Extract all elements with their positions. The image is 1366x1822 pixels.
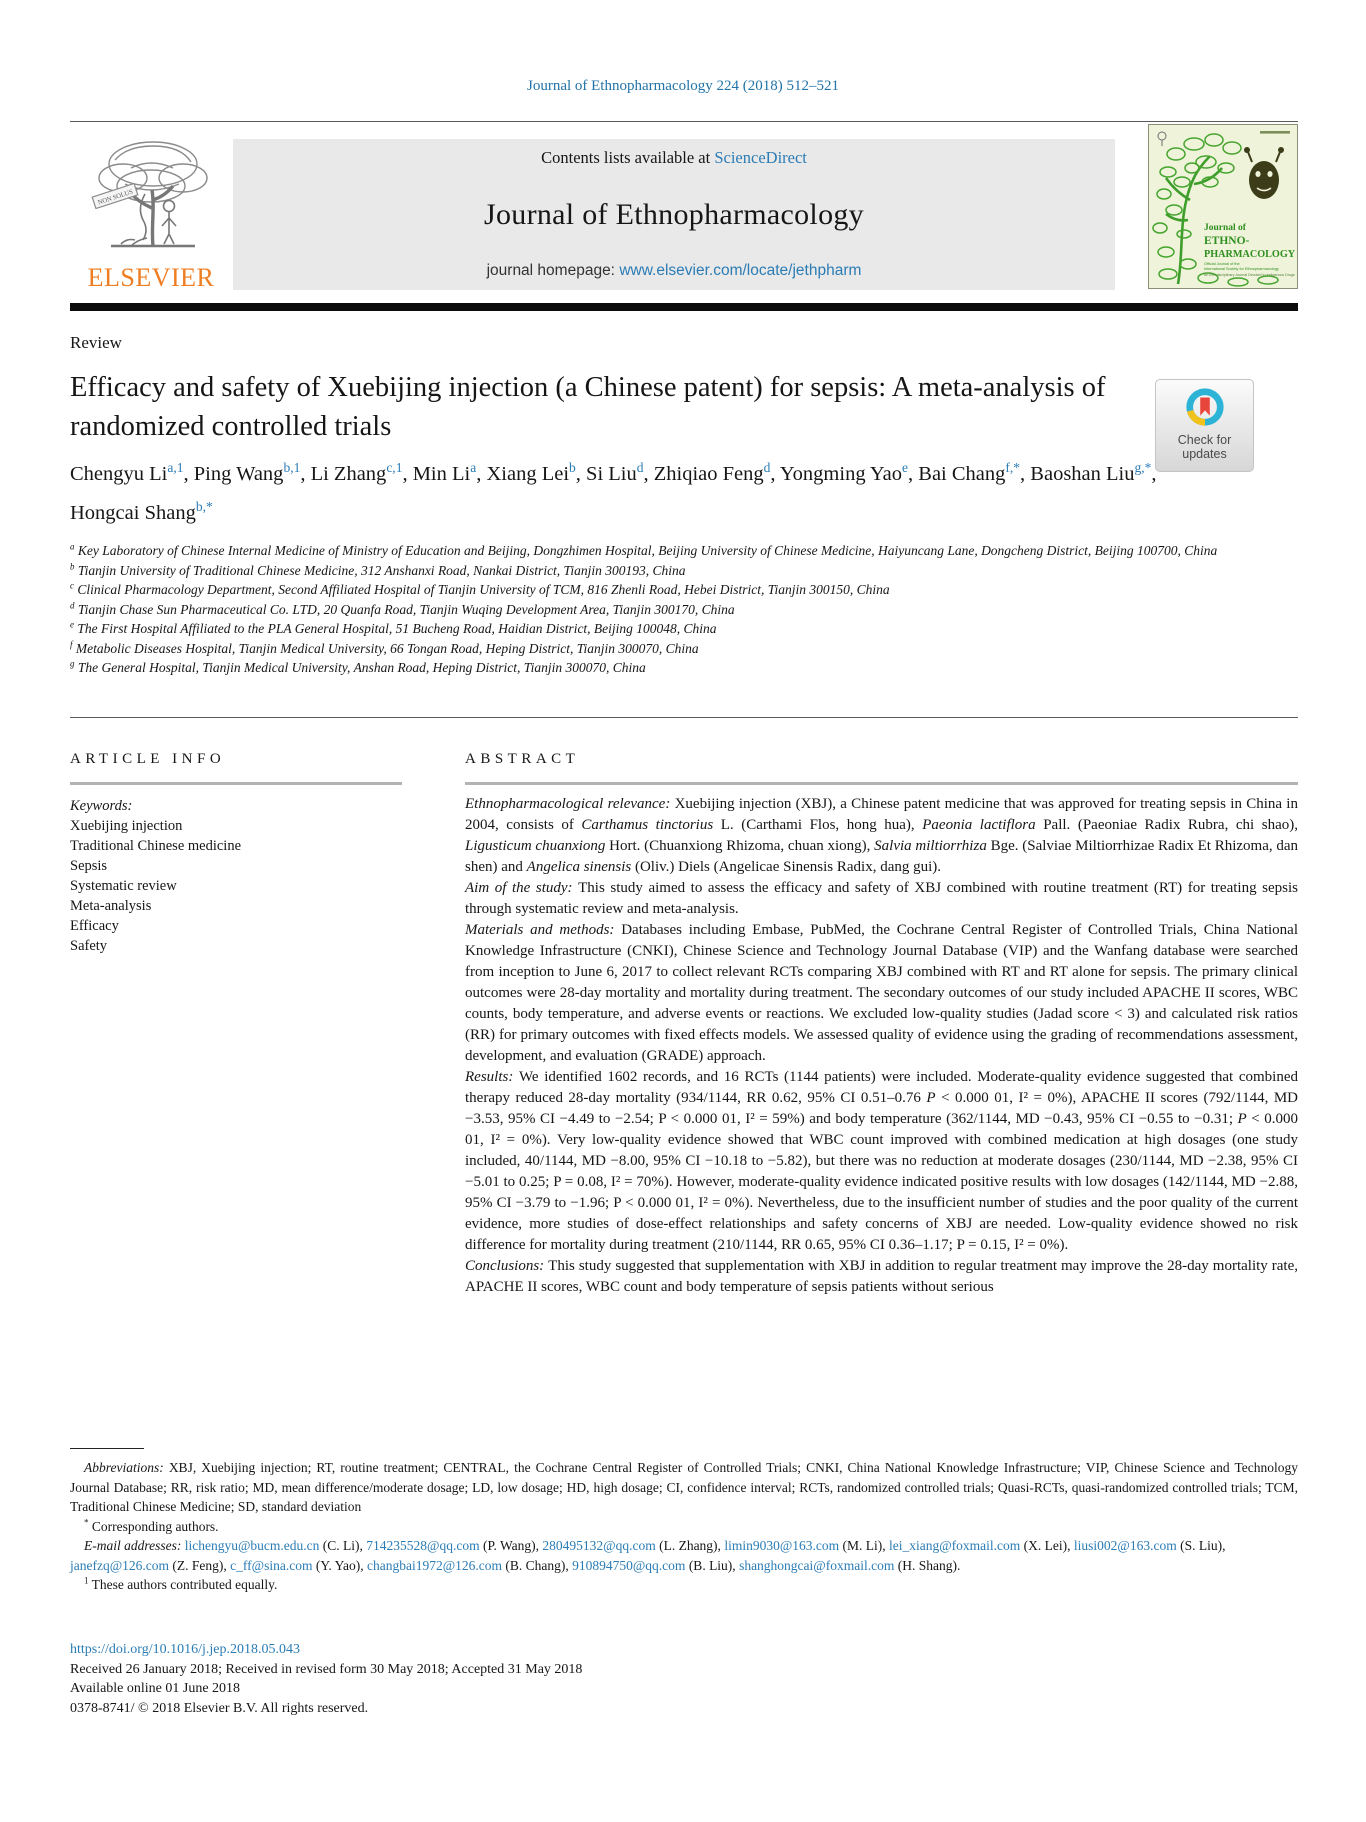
- article-footer: [70, 1640, 1298, 1718]
- abstract-column: [465, 751, 1298, 1298]
- author-name: Yongming Yao: [779, 463, 903, 485]
- elsevier-tree-icon: [75, 134, 227, 256]
- author-name: Min Li: [412, 463, 471, 485]
- author-name: Xiang Lei: [486, 463, 570, 485]
- email-link[interactable]: liusi002@163.com: [1073, 1538, 1177, 1553]
- keyword-item: Safety: [70, 938, 108, 954]
- journal-title: Journal of Ethnopharmacology: [484, 198, 864, 231]
- corresponding-authors-note: * Corresponding authors.: [84, 1517, 219, 1534]
- cover-journal-of: Journal of: [1204, 223, 1246, 233]
- cover-subtitle1: Official Journal of the: [1204, 262, 1240, 266]
- footnotes-block: [70, 1448, 1298, 1595]
- non-solus-banner: NON SOLUS: [97, 188, 134, 207]
- keyword-item: Sepsis: [70, 858, 108, 874]
- cover-ethno: ETHNO-: [1204, 235, 1250, 247]
- article-info-heading: ARTICLE INFO: [70, 751, 226, 767]
- journal-citation: Journal of Ethnopharmacology 224 (2018) 512–521: [526, 78, 840, 94]
- author-name: Zhiqiao Feng: [653, 463, 764, 485]
- author-name: Ping Wang: [193, 463, 284, 485]
- affiliation-item: $^a$ Key Laboratory of Chinese Internal Medicine of Ministry of Education and Beijing, Dongzhimen Hospital, Beijing University of Chinese Medicine, Haiyuncang Lane, Dongcheng District, Beijing 100700, China: [70, 541, 1218, 558]
- keyword-item: Traditional Chinese medicine: [70, 838, 242, 854]
- email-link[interactable]: c_ff@sina.com: [230, 1557, 313, 1573]
- author-affiliation-marker: d: [763, 460, 771, 476]
- abstract-heading: ABSTRACT: [465, 751, 580, 767]
- author-name: Baoshan Liu: [1030, 463, 1135, 485]
- author-name: Li Zhang: [310, 463, 387, 485]
- check-updates-text-1: Check for: [1177, 433, 1232, 447]
- section-divider-rule: [70, 717, 1298, 718]
- abstract-paragraph: Ethnopharmacological relevance: Xuebijing injection (XBJ), a Chinese patent medicine that was approved for treating sepsis in China in 2004, consists of Carthamus tinctorius L. (Carthami Flos, hong hua), Paeonia lactiflora Pall. (Paeoniae Radix Rubra, chi shao), Ligusticum chuanxiong Hort. (Chuanxiong Rhizoma, chuan xiong), Salvia miltiorrhiza Bge. (Salviae Miltiorrhizae Radix Et Rhizoma, dan shen) and Angelica sinensis (Oliv.) Diels (Angelicae Sinensis Radix, dang gui).: [465, 796, 1299, 875]
- author-name: Bai Chang: [918, 463, 1006, 485]
- abstract-paragraph: Results: We identified 1602 records, and 16 RCTs (1144 patients) were included. Moderate-quality evidence suggested that combined therapy reduced 28-day mortality (934/1144, RR 0.62, 95% CI 0.51–0.76 P < 0.000 01, I² = 0%), APACHE II scores (792/1144, MD −3.53, 95% CI −4.49 to −2.54; P < 0.000 01, I² = 59%) and body temperature (362/1144, MD −0.43, 95% CI −0.55 to −0.31; P < 0.000 01, I² = 0%). Very low-quality evidence showed that WBC count improved with combined medication at high dosages (one study included, 40/1144, MD −8.00, 95% CI −10.18 to −5.82), but there was no reduction at moderate dosages (230/1144, MD −2.38, 95% CI −5.01 to 0.25; P = 0.08, I² = 70%). However, moderate-quality evidence indicated positive results with low dosages (142/1144, MD −2.88, 95% CI −3.79 to −1.96; P < 0.000 01, I² = 0%). Nevertheless, due to the insufficient number of studies and the poor quality of the current evidence, more studies of dose-effect relationships and safety concerns of XBJ are needed. Low-quality evidence showed no risk difference for mortality during treatment (210/1144, RR 0.65, 95% CI 0.36–1.17; P = 0.15, I² = 0%).: [465, 1069, 1299, 1253]
- author-affiliation-marker: e: [902, 460, 909, 476]
- sciencedirect-link[interactable]: ScienceDirect: [714, 148, 807, 167]
- journal-homepage-link[interactable]: www.elsevier.com/locate/jethpharm: [619, 262, 862, 279]
- affiliations: [70, 541, 1298, 678]
- journal-header-box: [233, 139, 1115, 290]
- homepage-line: [243, 262, 1105, 280]
- author-affiliation-marker: g,*: [1134, 460, 1152, 476]
- author-name: Chengyu Li: [70, 463, 168, 485]
- header-top-rule: [70, 121, 1298, 122]
- author-affiliation-marker: c,1: [386, 460, 403, 476]
- cover-subtitle2: International Society for Ethnopharmacology: [1204, 267, 1279, 271]
- email-addresses: E-mail addresses: lichengyu@bucm.edu.cn (C. Li), 714235528@qq.com (P. Wang), 280495132@qq.com (L. Zhang), limin9030@163.com (M. Li), lei_xiang@foxmail.com (X. Lei), liusi002@163.com (S. Liu), janefzq@126.com (Z. Feng), c_ff@sina.com (Y. Yao), changbai1972@126.com (B. Chang), 910894750@qq.com (B. Liu), shanghongcai@foxmail.com (H. Shang).: [70, 1538, 1226, 1573]
- doi-link[interactable]: https://doi.org/10.1016/j.jep.2018.05.043: [70, 1642, 300, 1657]
- affiliation-item: $^g$ The General Hospital, Tianjin Medical University, Anshan Road, Heping District, Tianjin 300070, China: [70, 658, 646, 675]
- crossmark-icon: [1184, 386, 1226, 428]
- abstract-paragraph: Conclusions: This study suggested that supplementation with XBJ in addition to regular treatment may improve the 28-day mortality rate, APACHE II scores, WBC count and body temperature of sepsis patients without serious: [465, 1258, 1298, 1295]
- keyword-item: Systematic review: [70, 878, 177, 894]
- homepage-label: journal homepage:: [486, 262, 620, 279]
- email-link[interactable]: janefzq@126.com: [70, 1557, 170, 1573]
- footnote-rule: [70, 1448, 144, 1449]
- keywords-list: [70, 816, 402, 956]
- keywords-label: Keywords:: [70, 798, 133, 814]
- equal-contribution-note: $^1$ These authors contributed equally.: [84, 1575, 278, 1592]
- check-updates-text-2: updates: [1182, 447, 1227, 461]
- contents-text: Contents lists available at: [541, 148, 715, 167]
- cover-pharmacology: PHARMACOLOGY: [1204, 249, 1296, 260]
- elsevier-logo[interactable]: [74, 134, 228, 293]
- journal-cover-art: [1148, 124, 1298, 289]
- author-name: Hongcai Shang: [70, 502, 196, 524]
- contents-line: [243, 148, 1105, 168]
- journal-cover-thumbnail[interactable]: [1148, 124, 1298, 289]
- abbreviations-note: Abbreviations: XBJ, Xuebijing injection; RT, routine treatment; CENTRAL, the Cochrane Central Register of Controlled Trials; CNKI, China National Knowledge Infrastructure; VIP, Chinese Science and Technology Journal Database; RR, risk ratio; MD, mean difference/moderate dosage; LD, low dosage; HD, high dosage; CI, confidence interval; RCTs, randomized controlled trials; Quasi-RCTs, quasi-randomized controlled trials; TCM, Traditional Chinese Medicine; SD, standard deviation: [70, 1460, 1298, 1514]
- abstract-rule: [465, 782, 1298, 785]
- email-link[interactable]: 280495132@qq.com: [542, 1538, 656, 1553]
- author-affiliation-marker: b: [569, 460, 576, 476]
- abstract-paragraph: Materials and methods: Databases including Embase, PubMed, the Cochrane Central Register of Controlled Trials, China National Knowledge Infrastructure (CNKI), Chinese Science and Technology Journal Database (VIP) and the Wanfang database were searched from inception to June 6, 2017 to collect relevant RCTs comparing XBJ combined with RT and RT alone for sepsis. The primary clinical outcomes were 28-day mortality and mortality during treatment. The secondary outcomes of our study included APACHE II scores, WBC counts, body temperature, and adverse events or reactions. We excluded low-quality studies (Jadad score < 3) and calculated risk ratios (RR) for primary outcomes with fixed effects models. We assessed quality of evidence using the grading of recommendations assessment, development, and evaluation (GRADE) approach.: [465, 922, 1298, 1064]
- email-link[interactable]: shanghongcai@foxmail.com: [739, 1557, 895, 1573]
- author-affiliation-marker: a,1: [167, 460, 184, 476]
- author-affiliation-marker: b,1: [283, 460, 301, 476]
- elsevier-wordmark: ELSEVIER: [87, 263, 215, 292]
- affiliation-item: $^e$ The First Hospital Affiliated to the PLA General Hospital, 51 Bucheng Road, Haidian District, Beijing 100048, China: [70, 619, 717, 636]
- keyword-item: Xuebijing injection: [70, 818, 183, 834]
- affiliation-item: $^f$ Metabolic Diseases Hospital, Tianjin Medical University, 66 Tongan Road, Heping District, Tianjin 300070, China: [70, 639, 699, 656]
- author-affiliation-marker: a: [470, 460, 477, 476]
- email-link[interactable]: changbai1972@126.com: [366, 1557, 502, 1573]
- article-info-rule: [70, 782, 402, 785]
- header-divider-bar: [70, 303, 1298, 311]
- article-info-column: [70, 751, 402, 956]
- issn-copyright: 0378-8741/ © 2018 Elsevier B.V. All rights reserved.: [70, 1700, 369, 1716]
- received-dates: Received 26 January 2018; Received in revised form 30 May 2018; Accepted 31 May 2018: [70, 1661, 583, 1677]
- article-title: Efficacy and safety of Xuebijing injection (a Chinese patent) for sepsis: A meta-analysis of randomized controlled trials: [70, 372, 1106, 442]
- author-list: Chengyu Li$^{a,1}$, Ping Wang$^{b,1}$, Li Zhang$^{c,1}$, Min Li$^a$, Xiang Lei$^b$, Si Liu$^d$, Zhiqiao Feng$^d$, Yongming Yao$^e$, Bai Chang$^{f,*}$, Baoshan Liu$^{g,*}$, Hongcai Shang$^{b,*}$: [70, 460, 1157, 524]
- keyword-item: Efficacy: [70, 918, 119, 934]
- email-link[interactable]: 910894750@qq.com: [572, 1557, 686, 1573]
- abstract-text: [465, 794, 1298, 1298]
- email-link[interactable]: limin9030@163.com: [724, 1538, 840, 1553]
- email-link[interactable]: lei_xiang@foxmail.com: [889, 1538, 1021, 1553]
- email-link[interactable]: lichengyu@bucm.edu.cn: [184, 1538, 320, 1553]
- affiliation-item: $^b$ Tianjin University of Traditional Chinese Medicine, 312 Anshanxi Road, Nankai District, Tianjin 300193, China: [70, 561, 686, 578]
- author-affiliation-marker: f,*: [1005, 460, 1021, 476]
- keyword-item: Meta-analysis: [70, 898, 152, 914]
- article-type-label: Review: [70, 333, 122, 352]
- author-affiliation-marker: b,*: [195, 499, 213, 515]
- author-affiliation-marker: d: [636, 460, 644, 476]
- email-link[interactable]: 714235528@qq.com: [366, 1538, 480, 1553]
- affiliation-item: $^c$ Clinical Pharmacology Department, Second Affiliated Hospital of Tianjin University of TCM, 816 Zhenli Road, Hebei District, Tianjin 300150, China: [70, 580, 890, 597]
- author-name: Si Liu: [586, 463, 637, 485]
- available-online: Available online 01 June 2018: [70, 1681, 241, 1696]
- abstract-paragraph: Aim of the study: This study aimed to assess the efficacy and safety of XBJ combined with routine treatment (RT) for treating sepsis through systematic review and meta-analysis.: [465, 880, 1298, 917]
- affiliation-item: $^d$ Tianjin Chase Sun Pharmaceutical Co. LTD, 20 Quanfa Road, Tianjin Wuqing Development Area, Tianjin 300170, China: [70, 600, 735, 617]
- cover-subtitle3: An Interdisciplinary Journal Devoted to Indigenous Drugs: [1204, 273, 1295, 277]
